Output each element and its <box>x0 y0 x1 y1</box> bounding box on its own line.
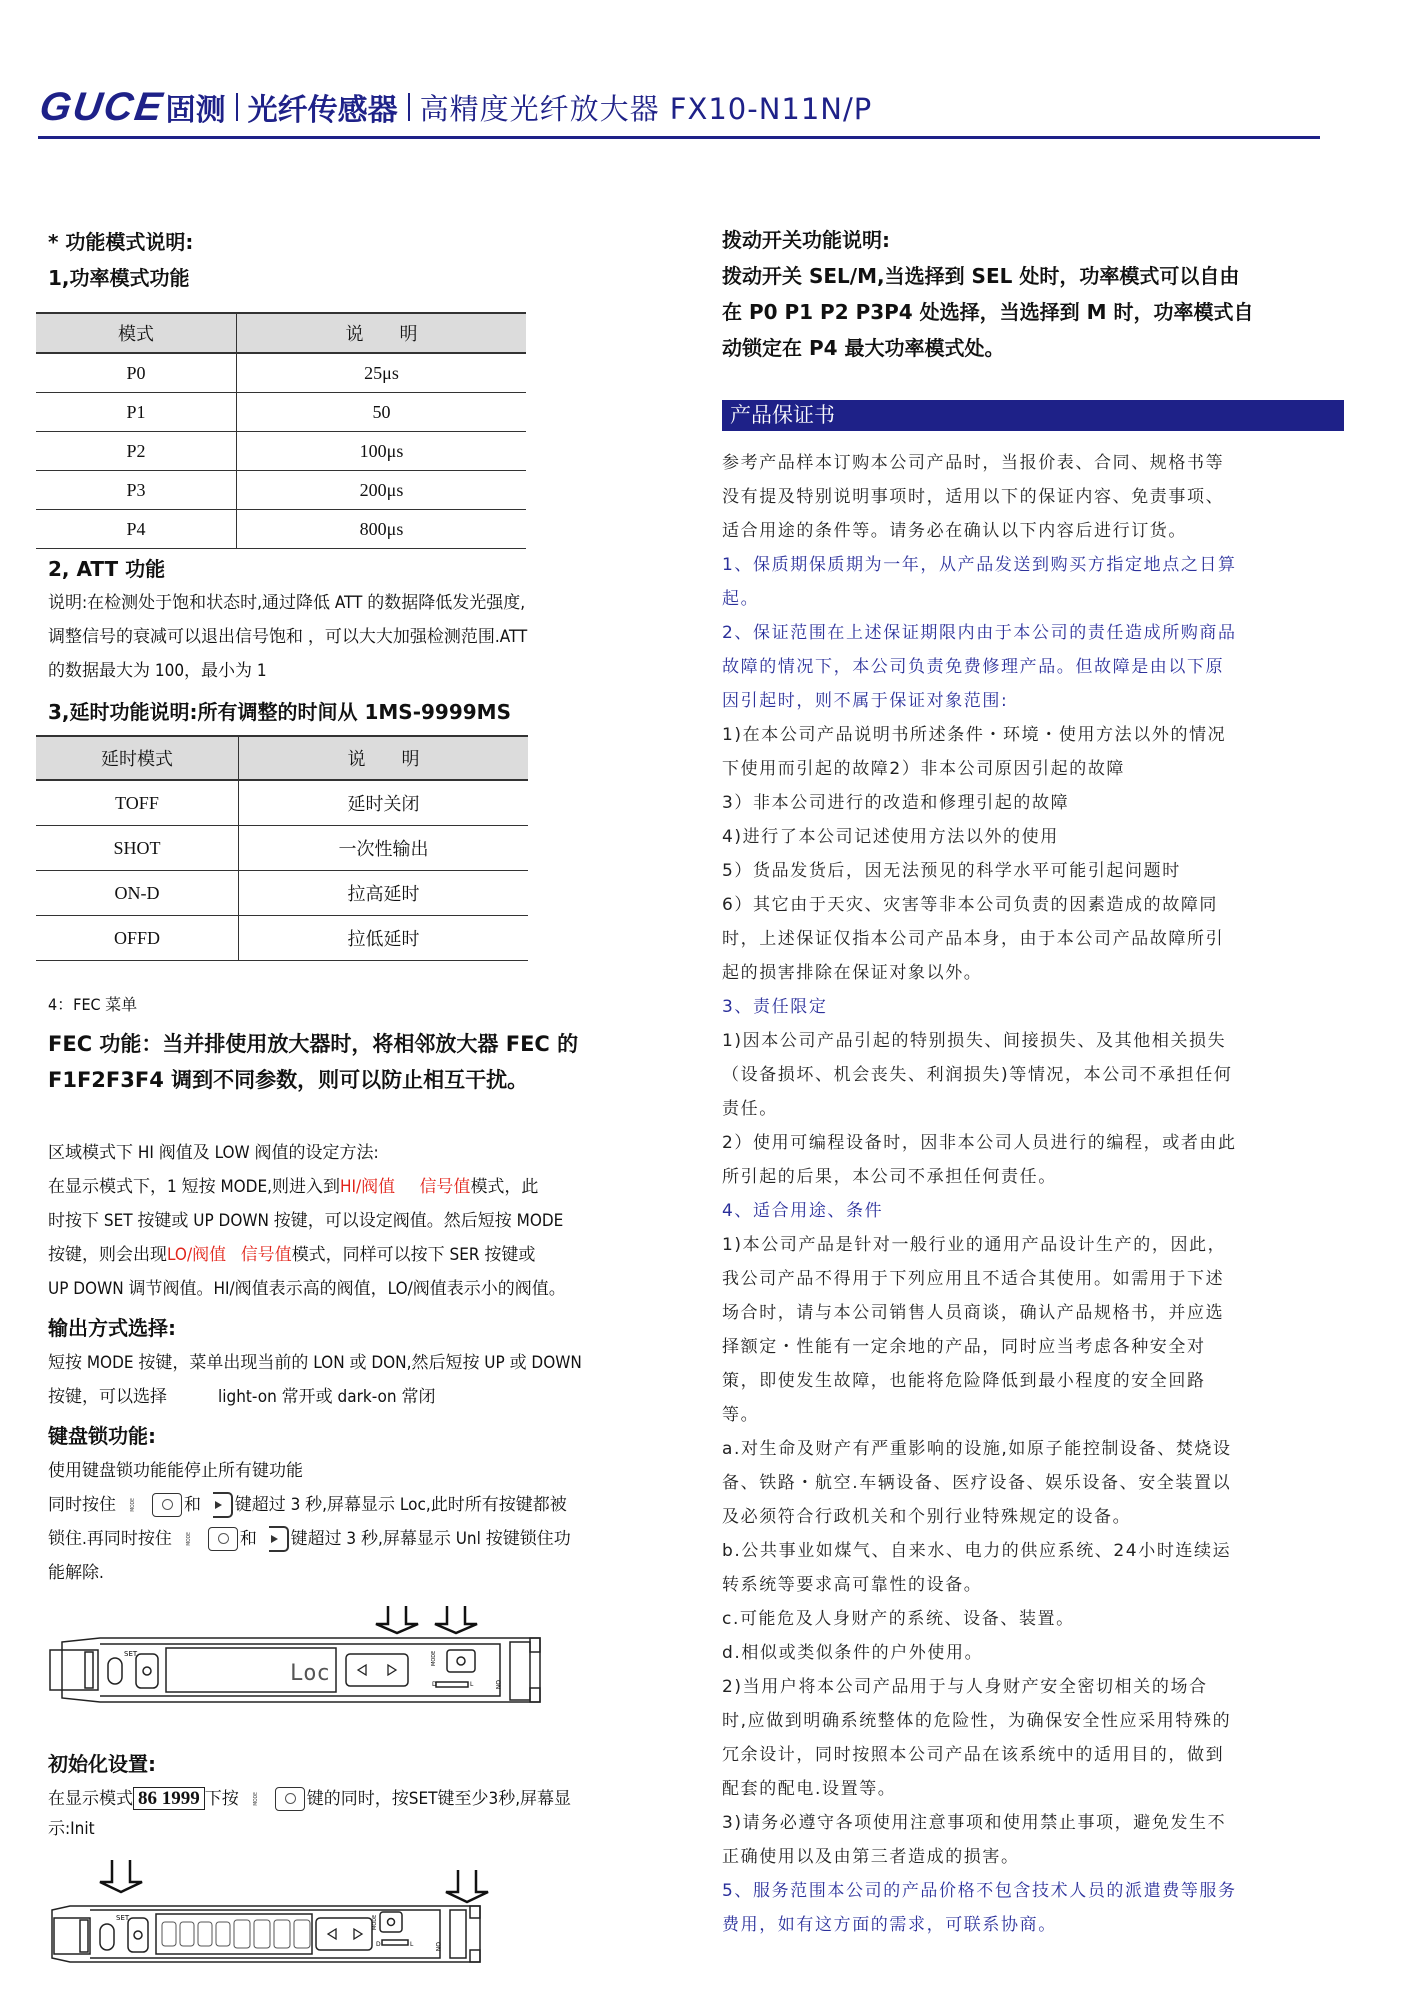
zone-line-3 <box>48 1238 535 1272</box>
text: 在显示模式下，1 短按 MODE,则进入到 <box>48 1177 340 1197</box>
table-row <box>36 916 528 961</box>
d-label: D <box>432 1681 437 1688</box>
switch-desc-line: 在 P0 P1 P2 P3P4 处选择，当选择到 M 时，功率模式自 <box>722 300 1254 324</box>
text: 下按 <box>204 1789 239 1809</box>
warranty-text-line: 参考产品样本订购本公司产品时，当报价表、合同、规格书等 <box>722 453 1225 473</box>
warranty-text-line: 时，上述保证仅指本公司产品本身，由于本公司产品故障所引 <box>722 929 1225 949</box>
mode-key-icon <box>275 1787 305 1811</box>
fec-menu-label: 4：FEC 菜单 <box>48 995 138 1014</box>
text: 和 <box>184 1495 201 1515</box>
warranty-text-line: 1)在本公司产品说明书所述条件・环境・使用方法以外的情况 <box>722 725 1227 745</box>
warranty-heading-line: 因引起时，则不属于保证对象范围: <box>722 691 1009 711</box>
description-cell: 拉低延时 <box>239 916 529 961</box>
text: 按键，则会出现 <box>48 1245 167 1265</box>
left-right-arrows-icon <box>358 1665 396 1675</box>
down-arrow-icon <box>100 1860 142 1892</box>
signal-value-label: 信号值 <box>240 1245 292 1265</box>
mode-label: MODE <box>431 1650 437 1666</box>
warranty-text-line: a.对生命及财产有严重影响的设施,如原子能控制设备、焚烧设 <box>722 1439 1232 1459</box>
warranty-text-line: 2)当用户将本公司产品用于与人身财产安全密切相关的场合 <box>722 1677 1208 1697</box>
warranty-text-line: 配套的配电.设置等。 <box>722 1779 897 1799</box>
warranty-text-line: 正确使用以及由第三者造成的损害。 <box>722 1847 1020 1867</box>
zone-line-2: 时按下 SET 按键或 UP DOWN 按键，可以设定阀值。然后短按 MODE <box>48 1211 564 1231</box>
warranty-text-line: 冗余设计，同时按照本公司产品在该系统中的适用目的，做到 <box>722 1745 1225 1765</box>
brand-logo: GUCE <box>36 84 167 129</box>
warranty-text-line: c.可能危及人身财产的系统、设备、装置。 <box>722 1609 1075 1629</box>
header-product-title: 高精度光纤放大器 FX10-N11N/P <box>419 91 873 126</box>
att-title: 2, ATT 功能 <box>48 557 166 581</box>
switch-title: 拨动开关功能说明: <box>722 228 890 252</box>
table-row <box>36 510 526 549</box>
set-label: SET <box>116 1914 130 1922</box>
mode-key-icon <box>208 1527 238 1551</box>
table-row <box>36 871 528 916</box>
column-header: 延时模式 <box>36 736 239 780</box>
table-row <box>36 393 526 432</box>
column-header: 说 明 <box>239 736 529 780</box>
zone-title: 区域模式下 HI 阀值及 LOW 阀值的设定方法: <box>48 1143 379 1163</box>
header-divider <box>38 136 1320 139</box>
warranty-text-line: 所引起的后果，本公司不承担任何责任。 <box>722 1167 1057 1187</box>
lcd-readout: Loc <box>290 1661 330 1686</box>
mode-key <box>380 1912 402 1932</box>
init-line <box>48 1782 571 1816</box>
table-row <box>36 826 528 871</box>
right-key-icon <box>213 1492 233 1518</box>
keylock-line: 使用键盘锁功能能停止所有键功能 <box>48 1461 303 1481</box>
zone-line-1 <box>48 1170 538 1204</box>
text: 模式，此 <box>470 1177 539 1197</box>
description-cell: 25μs <box>237 353 527 393</box>
warranty-heading-line: 4、适合用途、条件 <box>722 1201 884 1221</box>
text: 键超过 3 秒,屏幕显示 Unl 按键锁住功 <box>290 1529 571 1549</box>
mode-tag: MODE <box>130 1498 136 1512</box>
warranty-heading-line: 1、保质期保质期为一年，从产品发送到购买方指定地点之日算 <box>722 555 1237 575</box>
description-cell: 50 <box>237 393 527 432</box>
warranty-text-line: 3）非本公司进行的改造和修理引起的故障 <box>722 793 1070 813</box>
hi-threshold-label: HI/阀值 <box>339 1177 396 1197</box>
description-cell: 一次性输出 <box>239 826 529 871</box>
table-row <box>36 353 526 393</box>
text: 键超过 3 秒,屏幕显示 Loc,此时所有按键都被 <box>234 1495 567 1515</box>
display-code: 86 1999 <box>133 1787 205 1810</box>
amplifier-diagram-init <box>40 1852 540 1972</box>
att-desc-line: 调整信号的衰减可以退出信号饱和 ，可以大大加强检测范围.ATT <box>48 627 528 647</box>
warranty-text-line: 4)进行了本公司记述使用方法以外的使用 <box>722 827 1059 847</box>
warranty-heading-line: 5、服务范围本公司的产品价格不包含技术人员的派遣费等服务 <box>722 1881 1237 1901</box>
warranty-text-line: 策，即使发生故障，也能将危险降低到最小程度的安全回路 <box>722 1371 1206 1391</box>
connector <box>54 1918 90 1954</box>
description-cell: 100μs <box>237 432 527 471</box>
zone-line-4: UP DOWN 调节阀值。HI/阀值表示高的阀值，LO/阀值表示小的阀值。 <box>48 1279 566 1299</box>
att-desc-line: 说明:在检测处于饱和状态时,通过降低 ATT 的数据降低发光强度, <box>48 593 526 613</box>
mode-cell: P4 <box>36 510 237 549</box>
down-arrow-icon <box>446 1870 488 1902</box>
keylock-line: 能解除. <box>48 1563 104 1583</box>
right-key-icon <box>269 1526 289 1552</box>
on-label: ON <box>494 1680 501 1690</box>
warranty-body <box>722 446 1352 1942</box>
warranty-text-line: 适合用途的条件等。请务必在确认以下内容后进行订货。 <box>722 521 1187 541</box>
warranty-text-line: 时,应做到明确系统整体的危险性，为确保安全性应采用特殊的 <box>722 1711 1232 1731</box>
warranty-text-line: b.公共事业如煤气、自来水、电力的供应系统、24小时连续运 <box>722 1541 1232 1561</box>
power-mode-table <box>36 312 526 549</box>
keylock-title: 键盘锁功能: <box>48 1424 156 1448</box>
lo-threshold-label: LO/阀值 <box>167 1245 227 1265</box>
text: 和 <box>239 1529 257 1549</box>
l-label: L <box>470 1681 474 1688</box>
warranty-text-line: 备、铁路・航空.车辆设备、医疗设备、娱乐设备、安全装置以 <box>722 1473 1232 1493</box>
delay-mode-table <box>36 735 528 961</box>
warranty-text-line: 1)本公司产品是针对一般行业的通用产品设计生产的，因此， <box>722 1235 1227 1255</box>
mode-key-icon <box>152 1493 182 1517</box>
warranty-text-line: 2）使用可编程设备时，因非本公司人员进行的编程，或者由此 <box>722 1133 1237 1153</box>
warranty-text-line: 3)请务必遵守各项使用注意事项和使用禁止事项，避免发生不 <box>722 1813 1227 1833</box>
warranty-text-line: 起的损害排除在保证对象以外。 <box>722 963 983 983</box>
warranty-text-line: 等。 <box>722 1405 760 1425</box>
left-right-arrows-icon <box>328 1929 362 1939</box>
signal-value-label: 信号值 <box>419 1177 471 1197</box>
mode-label: MODE <box>372 1914 378 1930</box>
init-line: 示:Init <box>48 1819 95 1839</box>
warranty-text-line: 1)因本公司产品引起的特别损失、间接损失、及其他相关损失 <box>722 1031 1227 1051</box>
warranty-section-header: 产品保证书 <box>722 400 1344 431</box>
mode-cell: P1 <box>36 393 237 432</box>
table-row <box>36 780 528 826</box>
init-title: 初始化设置: <box>48 1752 156 1776</box>
warranty-text-line: 责任。 <box>722 1099 778 1119</box>
warranty-text-line: 6）其它由于天灾、灾害等非本公司负责的因素造成的故障同 <box>722 895 1219 915</box>
amplifier-diagram-lock <box>40 1600 580 1710</box>
text: 同时按住 <box>48 1495 116 1515</box>
down-arrow-icon <box>376 1606 418 1633</box>
warranty-heading-line: 费用，如有这方面的需求，可联系协商。 <box>722 1915 1057 1935</box>
text: 键的同时，按SET键至少3秒,屏幕显 <box>306 1789 572 1809</box>
on-label: ON <box>434 1942 441 1952</box>
switch-desc-line: 动锁定在 P4 最大功率模式处。 <box>722 336 1005 360</box>
fec-desc-line: F1F2F3F4 调到不同参数，则可以防止相互干扰。 <box>48 1068 529 1092</box>
warranty-text-line: 转系统等要求高可靠性的设备。 <box>722 1575 983 1595</box>
warranty-text-line: 择额定・性能有一定余地的产品，同时应当考虑各种安全对 <box>722 1337 1206 1357</box>
mode-cell: P3 <box>36 471 237 510</box>
mode-tag: MODE <box>252 1792 259 1806</box>
mode-cell: OFFD <box>36 916 239 961</box>
text: 在显示模式 <box>48 1789 133 1809</box>
l-label: L <box>410 1941 414 1948</box>
warranty-text-line: d.相似或类似条件的户外使用。 <box>722 1643 984 1663</box>
column-header: 模式 <box>36 313 237 353</box>
header-category: 光纤传感器 <box>247 93 398 128</box>
lcd-segments <box>162 1920 310 1948</box>
func-mode-title: * 功能模式说明: <box>48 230 194 254</box>
description-cell: 延时关闭 <box>239 780 529 826</box>
table-header-row <box>36 313 526 353</box>
set-label: SET <box>124 1650 138 1658</box>
warranty-text-line: 我公司产品不得用于下列应用且不适合其使用。如需用于下述 <box>722 1269 1225 1289</box>
description-cell: 800μs <box>237 510 527 549</box>
warranty-text-line: 5）货品发货后，因无法预见的科学水平可能引起问题时 <box>722 861 1181 881</box>
connector <box>50 1650 98 1690</box>
warranty-heading-line: 2、保证范围在上述保证期限内由于本公司的责任造成所购商品 <box>722 623 1237 643</box>
header-separator <box>408 93 410 121</box>
table-row <box>36 471 526 510</box>
mode-cell: P2 <box>36 432 237 471</box>
down-arrow-icon <box>435 1606 477 1633</box>
output-title: 输出方式选择: <box>48 1316 176 1340</box>
warranty-text-line: 及必须符合行政机关和个别行业特殊规定的设备。 <box>722 1507 1132 1527</box>
mode-tag: MODE <box>185 1532 192 1546</box>
mode-cell: P0 <box>36 353 237 393</box>
warranty-heading-line: 3、责任限定 <box>722 997 828 1017</box>
output-line: 短按 MODE 按键，菜单出现当前的 LON 或 DON,然后短按 UP 或 DOWN <box>48 1353 582 1373</box>
text: 锁住.再同时按住 <box>48 1529 172 1549</box>
header-separator <box>236 93 238 121</box>
power-mode-title: 1,功率模式功能 <box>48 266 190 290</box>
switch-desc-line: 拨动开关 SEL/M,当选择到 SEL 处时，功率模式可以自由 <box>722 264 1240 288</box>
table-row <box>36 432 526 471</box>
mode-cell: TOFF <box>36 780 239 826</box>
page-header <box>36 82 873 132</box>
text: 模式，同样可以按下 SER 按键或 <box>291 1245 536 1265</box>
description-cell: 200μs <box>237 471 527 510</box>
mode-cell: SHOT <box>36 826 239 871</box>
fec-desc-line: FEC 功能：当并排使用放大器时，将相邻放大器 FEC 的 <box>48 1032 579 1056</box>
keylock-line <box>48 1522 571 1556</box>
column-header: 说 明 <box>237 313 527 353</box>
description-cell: 拉高延时 <box>239 871 529 916</box>
att-desc-line: 的数据最大为 100，最小为 1 <box>48 661 267 681</box>
mode-cell: ON-D <box>36 871 239 916</box>
warranty-heading-line: 起。 <box>722 589 760 609</box>
warranty-text-line: 下使用而引起的故障2）非本公司原因引起的故障 <box>722 759 1126 779</box>
warranty-text-line: 没有提及特别说明事项时，适用以下的保证内容、免责事项、 <box>722 487 1225 507</box>
warranty-heading-line: 故障的情况下，本公司负责免费修理产品。但故障是由以下原 <box>722 657 1225 677</box>
keylock-line <box>48 1488 567 1522</box>
delay-title: 3,延时功能说明:所有调整的时间从 1MS-9999MS <box>48 700 511 724</box>
warranty-text-line: 场合时，请与本公司销售人员商谈，确认产品规格书，并应选 <box>722 1303 1225 1323</box>
d-label: D <box>376 1941 381 1948</box>
warranty-text-line: （设备损坏、机会丧失、利润损失)等情况，本公司不承担任何 <box>722 1065 1233 1085</box>
brand-logo-cn: 固测 <box>165 93 226 128</box>
mode-key <box>447 1650 475 1672</box>
output-line: 按键，可以选择 light-on 常开或 dark-on 常闭 <box>48 1387 436 1407</box>
table-header-row <box>36 736 528 780</box>
